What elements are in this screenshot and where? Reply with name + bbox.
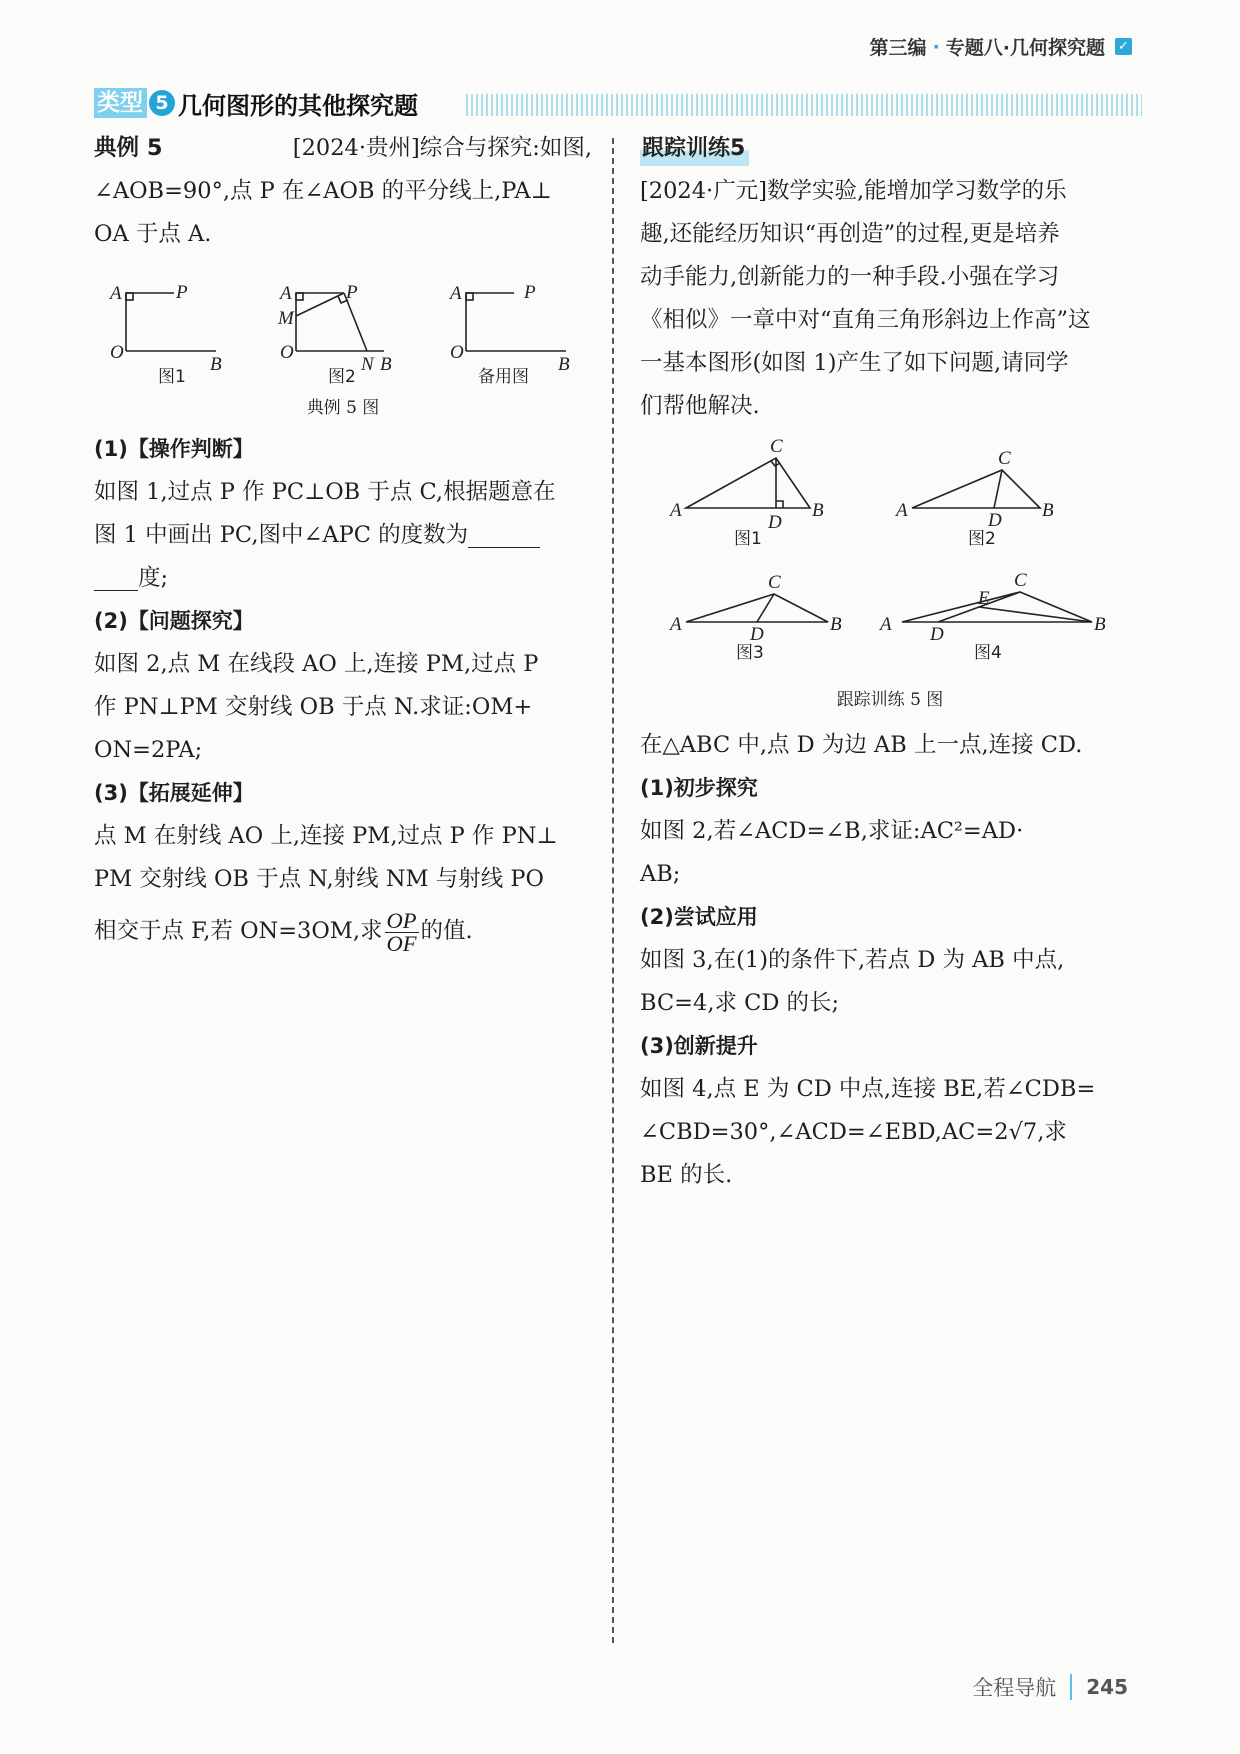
q3-line-3: 相交于点 F,若 ON=3OM,求 $\frac{OP}{OF}$ 的值. bbox=[94, 907, 473, 956]
q1-line-1: 如图 1,过点 P 作 PC⊥OB 于点 C,根据题意在 bbox=[94, 479, 556, 505]
t-q3-line-2: ∠CBD=30°,∠ACD=∠EBD,AC=2√7,求 bbox=[640, 1119, 1067, 1145]
t1-label-D: D bbox=[768, 512, 782, 533]
q2-line-3: ON=2PA; bbox=[94, 737, 203, 763]
section-lead: 类型 bbox=[94, 88, 147, 118]
t3-label-D: D bbox=[750, 624, 764, 645]
fig3-label-A: A bbox=[450, 283, 462, 304]
t-q3-line-1: 如图 4,点 E 为 CD 中点,连接 BE,若∠CDB= bbox=[640, 1076, 1096, 1102]
tracking-line-4: 《相似》一章中对“直角三角形斜边上作高”这 bbox=[640, 307, 1091, 333]
answer-blank-cont[interactable] bbox=[94, 562, 138, 591]
separator-dot: · bbox=[932, 35, 940, 58]
tracking-fig-3 bbox=[686, 594, 828, 622]
q2-line-1: 如图 2,点 M 在线段 AO 上,连接 PM,过点 P bbox=[94, 651, 539, 677]
footer-brand: 全程导航 bbox=[972, 1676, 1057, 1700]
t-q2-line-2: BC=4,求 CD 的长; bbox=[640, 990, 840, 1016]
example-figure-caption: 典例 5 图 bbox=[306, 398, 380, 418]
tracking-title: 跟踪训练5 bbox=[640, 132, 749, 166]
t-q1-line-2: AB; bbox=[640, 861, 681, 887]
fig-backup-caption: 备用图 bbox=[478, 367, 529, 384]
q3-heading: (3)【拓展延伸】 bbox=[94, 781, 254, 805]
fig1-label-B: B bbox=[210, 354, 222, 375]
t1-label-A: A bbox=[670, 500, 682, 521]
section-bar-hatch bbox=[466, 94, 1142, 116]
part-label: 第三编 bbox=[869, 37, 927, 59]
t-q3-heading: (3)创新提升 bbox=[640, 1034, 758, 1058]
t4-label-B: B bbox=[1094, 614, 1106, 635]
section-bar bbox=[94, 87, 1142, 119]
tracking-line-1: [2024·广元]数学实验,能增加学习数学的乐 bbox=[640, 178, 1067, 204]
q3-line-1: 点 M 在射线 AO 上,连接 PM,过点 P 作 PN⊥ bbox=[94, 823, 558, 849]
t2-label-C: C bbox=[998, 448, 1011, 469]
example-source: [2024·贵州]综合与探究:如图, bbox=[292, 135, 592, 161]
tracking-figures bbox=[640, 434, 1140, 684]
tracking-column bbox=[640, 127, 1140, 1197]
tracking-line-5: 一基本图形(如图 1)产生了如下问题,请同学 bbox=[640, 350, 1069, 376]
answer-blank[interactable] bbox=[468, 519, 540, 548]
tracking-fig-2 bbox=[912, 470, 1040, 508]
example-column bbox=[94, 127, 592, 961]
t-q2-line-1: 如图 3,在(1)的条件下,若点 D 为 AB 中点, bbox=[640, 947, 1065, 973]
example-figures bbox=[94, 262, 592, 384]
t1-label-B: B bbox=[812, 500, 824, 521]
tracking-fig-1 bbox=[686, 458, 810, 508]
example-label: 典例 5 bbox=[94, 135, 163, 161]
section-heading bbox=[94, 87, 418, 119]
topic-label: 专题八·几何探究题 bbox=[945, 37, 1105, 59]
t3-label-C: C bbox=[768, 572, 781, 593]
example-fig-1 bbox=[126, 293, 216, 351]
section-title: 几何图形的其他探究题 bbox=[178, 91, 418, 120]
example-line-3: OA 于点 A. bbox=[94, 221, 212, 247]
fig2-label-A: A bbox=[280, 283, 292, 304]
column-divider bbox=[612, 138, 614, 1643]
t2-label-D: D bbox=[988, 510, 1002, 531]
fig1-label-P: P bbox=[176, 282, 188, 303]
page-number: 245 bbox=[1086, 1675, 1128, 1699]
fig2-label-B: B bbox=[380, 354, 392, 375]
t2-label-B: B bbox=[1042, 500, 1054, 521]
fig2-label-M: M bbox=[278, 308, 294, 329]
tracking-line-6: 们帮他解决. bbox=[640, 393, 760, 419]
t4-label-C: C bbox=[1014, 570, 1027, 591]
q1-line-3: 度; bbox=[94, 557, 592, 600]
check-box-icon: ✓ bbox=[1115, 38, 1132, 55]
fig2-label-N: N bbox=[361, 354, 374, 375]
fig2-label-O: O bbox=[280, 342, 294, 363]
fig3-label-O: O bbox=[450, 342, 464, 363]
t3-label-A: A bbox=[670, 614, 682, 635]
t1-label-C: C bbox=[770, 436, 783, 457]
page-footer bbox=[972, 1672, 1128, 1702]
t2-label-A: A bbox=[896, 500, 908, 521]
fig1-caption: 图1 bbox=[158, 367, 186, 384]
section-number-badge: 5 bbox=[149, 90, 175, 116]
t-q1-heading: (1)初步探究 bbox=[640, 776, 758, 800]
fig3-label-P: P bbox=[524, 282, 536, 303]
t3-label-B: B bbox=[830, 614, 842, 635]
running-head bbox=[870, 33, 1132, 60]
fig1-label-A: A bbox=[110, 283, 122, 304]
t-q2-heading: (2)尝试应用 bbox=[640, 905, 758, 929]
q1-heading: (1)【操作判断】 bbox=[94, 437, 254, 461]
footer-separator bbox=[1070, 1674, 1072, 1700]
example-fig-backup bbox=[466, 293, 566, 351]
t-q1-line-1: 如图 2,若∠ACD=∠B,求证:AC²=AD· bbox=[640, 818, 1024, 844]
tracking-line-2: 趣,还能经历知识“再创造”的过程,更是培养 bbox=[640, 221, 1060, 247]
tracking-figure-caption: 跟踪训练 5 图 bbox=[836, 690, 944, 710]
q1-line-2: 图 1 中画出 PC,图中∠APC 的度数为 bbox=[94, 514, 592, 557]
fig2-label-P: P bbox=[346, 282, 358, 303]
q2-line-2: 作 PN⊥PM 交射线 OB 于点 N.求证:OM+ bbox=[94, 694, 533, 720]
q3-line-2: PM 交射线 OB 于点 N,射线 NM 与射线 PO bbox=[94, 866, 544, 892]
fig2-caption: 图2 bbox=[328, 367, 356, 384]
t2-caption: 图2 bbox=[968, 529, 996, 549]
t-q3-line-3: BE 的长. bbox=[640, 1162, 733, 1188]
q2-heading: (2)【问题探究】 bbox=[94, 609, 254, 633]
t4-label-A: A bbox=[880, 614, 892, 635]
t4-label-E: E bbox=[978, 588, 990, 609]
t4-caption: 图4 bbox=[974, 643, 1002, 663]
ratio-fraction: $\frac{OP}{OF}$ bbox=[386, 907, 417, 956]
t1-caption: 图1 bbox=[734, 529, 762, 549]
example-line-2: ∠AOB=90°,点 P 在∠AOB 的平分线上,PA⊥ bbox=[94, 178, 552, 204]
tracking-heading bbox=[640, 127, 1140, 170]
fig1-label-O: O bbox=[110, 342, 124, 363]
t4-label-D: D bbox=[930, 624, 944, 645]
example-line-1 bbox=[94, 127, 592, 170]
example-fig-2 bbox=[296, 293, 384, 351]
t3-caption: 图3 bbox=[736, 643, 764, 663]
stem-line: 在△ABC 中,点 D 为边 AB 上一点,连接 CD. bbox=[640, 732, 1083, 758]
tracking-line-3: 动手能力,创新能力的一种手段.小强在学习 bbox=[640, 264, 1060, 290]
fig3-label-B: B bbox=[558, 354, 570, 375]
tracking-fig-4 bbox=[902, 592, 1092, 622]
